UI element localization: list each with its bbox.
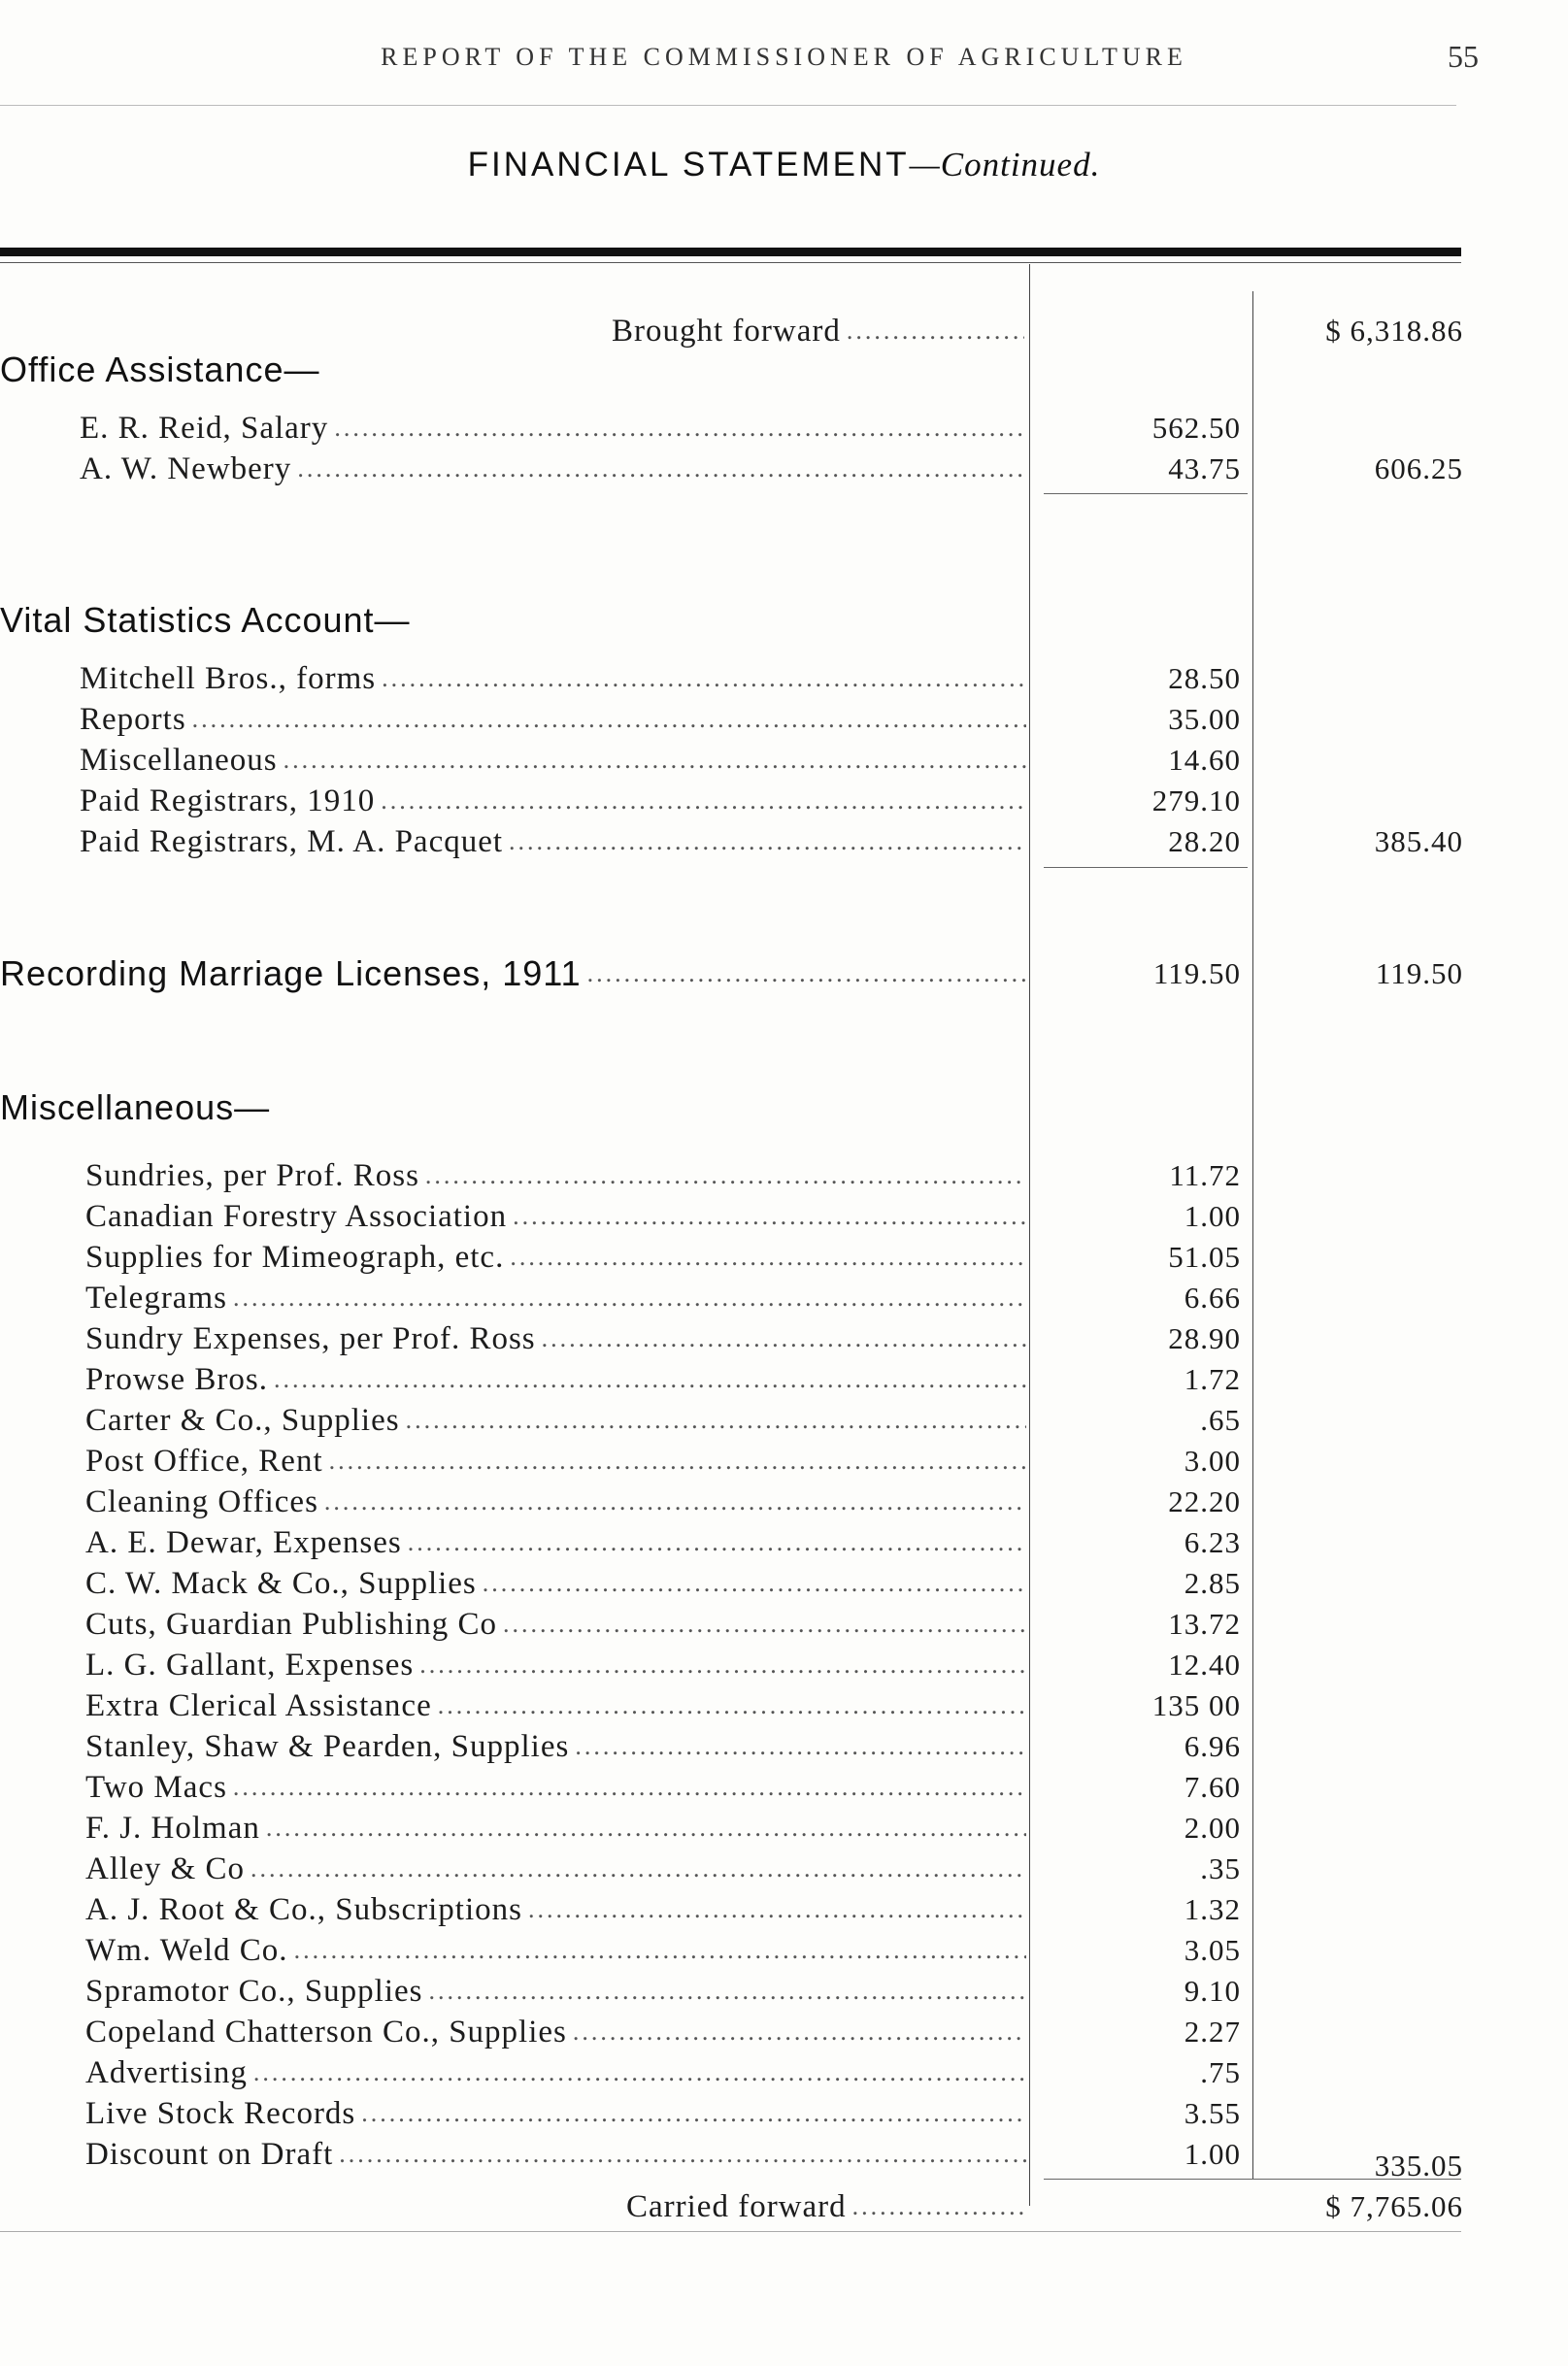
misc-row-9-label: Cleaning Offices ..... bbox=[85, 1482, 1026, 1522]
misc-row-21 bbox=[0, 1971, 1471, 2012]
misc-row-21-amount: 9.10 bbox=[1184, 1974, 1241, 2008]
misc-row-23-label: Advertising ..... bbox=[85, 2052, 1026, 2093]
misc-row-12-label: Cuts, Guardian Publishing Co ..... bbox=[85, 1604, 1026, 1645]
misc-row-13 bbox=[0, 1645, 1471, 1685]
misc-row-19-amount: 1.32 bbox=[1184, 1892, 1241, 1926]
misc-row-14-label: Extra Clerical Assistance ..... bbox=[85, 1685, 1026, 1726]
office-row-2-amount: 43.75 bbox=[1168, 451, 1241, 485]
vital-row-5 bbox=[0, 821, 1471, 862]
misc-row-11 bbox=[0, 1563, 1471, 1604]
misc-row-15-label: Stanley, Shaw & Pearden, Supplies ..... bbox=[85, 1726, 1026, 1767]
title-text: FINANCIAL STATEMENT bbox=[467, 146, 910, 183]
misc-row-10-label: A. E. Dewar, Expenses ..... bbox=[85, 1522, 1026, 1563]
vital-row-3 bbox=[0, 740, 1471, 781]
page-title bbox=[0, 146, 1568, 184]
misc-row-24-label: Live Stock Records ..... bbox=[85, 2093, 1026, 2134]
misc-row-6 bbox=[0, 1359, 1471, 1400]
misc-row-25-label: Discount on Draft ..... bbox=[85, 2134, 1026, 2175]
misc-row-18-label: Alley & Co ..... bbox=[85, 1849, 1026, 1889]
misc-row-22-label: Copeland Chatterson Co., Supplies ..... bbox=[85, 2012, 1026, 2052]
misc-row-16-amount: 7.60 bbox=[1184, 1770, 1241, 1804]
misc-row-5-amount: 28.90 bbox=[1168, 1321, 1241, 1355]
misc-row-2-amount: 1.00 bbox=[1184, 1199, 1241, 1233]
vital-subtotal-rule bbox=[1044, 867, 1248, 868]
misc-row-8-amount: 3.00 bbox=[1184, 1444, 1241, 1478]
misc-row-16 bbox=[0, 1767, 1471, 1808]
misc-row-7-label: Carter & Co., Supplies ..... bbox=[85, 1400, 1026, 1441]
misc-row-13-label: L. G. Gallant, Expenses ..... bbox=[85, 1645, 1026, 1685]
misc-row-8-label: Post Office, Rent ..... bbox=[85, 1441, 1026, 1482]
marriage-row bbox=[0, 953, 1471, 994]
misc-row-2 bbox=[0, 1196, 1471, 1237]
misc-row-8 bbox=[0, 1441, 1471, 1482]
misc-row-7 bbox=[0, 1400, 1471, 1441]
office-heading: Office Assistance— bbox=[0, 350, 320, 389]
vital-row-4 bbox=[0, 781, 1471, 821]
running-head: REPORT OF THE COMMISSIONER OF AGRICULTURE bbox=[381, 43, 1187, 71]
misc-row-2-label: Canadian Forestry Association ..... bbox=[85, 1196, 1026, 1237]
office-subtotal-rule bbox=[1044, 493, 1248, 494]
misc-row-1 bbox=[0, 1155, 1471, 1196]
vital-heading: Vital Statistics Account— bbox=[0, 600, 411, 640]
page-number: 55 bbox=[1448, 39, 1479, 74]
misc-row-21-label: Spramotor Co., Supplies ..... bbox=[85, 1971, 1026, 2012]
misc-row-1-label: Sundries, per Prof. Ross ..... bbox=[85, 1155, 1026, 1196]
misc-row-22 bbox=[0, 2012, 1471, 2052]
misc-row-23 bbox=[0, 2052, 1471, 2093]
vital-row-1-amount: 28.50 bbox=[1168, 661, 1241, 695]
misc-row-3-label: Supplies for Mimeograph, etc. ..... bbox=[85, 1237, 1026, 1278]
thick-rule bbox=[0, 248, 1461, 256]
vital-row-2-amount: 35.00 bbox=[1168, 702, 1241, 736]
misc-row-10 bbox=[0, 1522, 1471, 1563]
misc-row-24-amount: 3.55 bbox=[1184, 2096, 1241, 2130]
misc-row-13-amount: 12.40 bbox=[1168, 1648, 1241, 1682]
misc-row-15 bbox=[0, 1726, 1471, 1767]
misc-row-20-label: Wm. Weld Co. ..... bbox=[85, 1930, 1026, 1971]
misc-row-4-amount: 6.66 bbox=[1184, 1281, 1241, 1315]
carried-forward-total: $ 7,765.06 bbox=[1325, 2189, 1463, 2223]
misc-row-18-amount: .35 bbox=[1200, 1851, 1241, 1885]
misc-row-5-label: Sundry Expenses, per Prof. Ross ..... bbox=[85, 1318, 1026, 1359]
misc-row-15-amount: 6.96 bbox=[1184, 1729, 1241, 1763]
misc-row-1-amount: 11.72 bbox=[1169, 1158, 1241, 1192]
office-row-1 bbox=[0, 408, 1471, 449]
misc-row-16-label: Two Macs ..... bbox=[85, 1767, 1026, 1808]
footer-rule bbox=[0, 2231, 1461, 2232]
misc-row-19-label: A. J. Root & Co., Subscriptions ..... bbox=[85, 1889, 1026, 1930]
office-row-2-label: A. W. Newbery ..... bbox=[80, 449, 1026, 489]
carried-forward-row bbox=[0, 2186, 1471, 2227]
vital-total: 385.40 bbox=[1374, 824, 1463, 858]
thin-rule bbox=[0, 262, 1461, 263]
misc-row-22-amount: 2.27 bbox=[1184, 2015, 1241, 2049]
misc-row-12 bbox=[0, 1604, 1471, 1645]
misc-row-10-amount: 6.23 bbox=[1184, 1525, 1241, 1559]
misc-row-4 bbox=[0, 1278, 1471, 1318]
misc-row-25 bbox=[0, 2134, 1471, 2183]
misc-row-14 bbox=[0, 1685, 1471, 1726]
misc-row-14-amount: 135 00 bbox=[1151, 1688, 1241, 1722]
misc-row-17 bbox=[0, 1808, 1471, 1849]
marriage-label: Recording Marriage Licenses, 1911 ..... bbox=[0, 953, 1026, 994]
misc-row-6-label: Prowse Bros. ..... bbox=[85, 1359, 1026, 1400]
misc-row-24 bbox=[0, 2093, 1471, 2134]
misc-row-25-amount: 1.00 bbox=[1184, 2137, 1241, 2171]
vital-row-5-label: Paid Registrars, M. A. Pacquet ..... bbox=[80, 821, 1026, 862]
misc-row-3-amount: 51.05 bbox=[1168, 1240, 1241, 1274]
office-total: 606.25 bbox=[1374, 451, 1463, 485]
brought-forward-label: Brought forward ..... bbox=[612, 311, 1024, 351]
misc-row-18 bbox=[0, 1849, 1471, 1889]
carried-forward-label: Carried forward ..... bbox=[626, 2186, 1024, 2227]
vital-row-2 bbox=[0, 699, 1471, 740]
misc-row-20 bbox=[0, 1930, 1471, 1971]
misc-row-9-amount: 22.20 bbox=[1168, 1484, 1241, 1518]
misc-row-6-amount: 1.72 bbox=[1184, 1362, 1241, 1396]
header-rule bbox=[0, 105, 1456, 106]
misc-total: 335.05 bbox=[1374, 2149, 1463, 2183]
vital-row-4-amount: 279.10 bbox=[1151, 783, 1241, 817]
misc-row-12-amount: 13.72 bbox=[1168, 1607, 1241, 1641]
vital-row-1 bbox=[0, 658, 1471, 699]
vital-row-3-label: Miscellaneous ..... bbox=[80, 740, 1026, 781]
misc-row-4-label: Telegrams ..... bbox=[85, 1278, 1026, 1318]
misc-row-20-amount: 3.05 bbox=[1184, 1933, 1241, 1967]
office-row-1-label: E. R. Reid, Salary ..... bbox=[80, 408, 1026, 449]
misc-row-19 bbox=[0, 1889, 1471, 1930]
misc-row-3 bbox=[0, 1237, 1471, 1278]
misc-heading: Miscellaneous— bbox=[0, 1087, 271, 1127]
misc-row-11-amount: 2.85 bbox=[1184, 1566, 1241, 1600]
misc-row-9 bbox=[0, 1482, 1471, 1522]
misc-row-23-amount: .75 bbox=[1200, 2055, 1241, 2089]
title-continued: —Continued. bbox=[909, 146, 1101, 183]
misc-row-5 bbox=[0, 1318, 1471, 1359]
misc-row-7-amount: .65 bbox=[1200, 1403, 1241, 1437]
misc-subtotal-rule bbox=[1044, 2179, 1461, 2180]
marriage-total: 119.50 bbox=[1375, 956, 1463, 990]
vital-row-2-label: Reports ..... bbox=[80, 699, 1026, 740]
brought-forward-total: $ 6,318.86 bbox=[1325, 314, 1463, 348]
office-row-2 bbox=[0, 449, 1471, 489]
office-row-1-amount: 562.50 bbox=[1151, 411, 1241, 445]
vital-row-1-label: Mitchell Bros., forms ..... bbox=[80, 658, 1026, 699]
misc-row-17-amount: 2.00 bbox=[1184, 1811, 1241, 1845]
marriage-amount: 119.50 bbox=[1152, 956, 1241, 990]
vital-row-4-label: Paid Registrars, 1910 ..... bbox=[80, 781, 1026, 821]
vital-row-3-amount: 14.60 bbox=[1168, 743, 1241, 777]
misc-row-17-label: F. J. Holman ..... bbox=[85, 1808, 1026, 1849]
misc-row-11-label: C. W. Mack & Co., Supplies ..... bbox=[85, 1563, 1026, 1604]
brought-forward-row bbox=[0, 311, 1471, 351]
vital-row-5-amount: 28.20 bbox=[1168, 824, 1241, 858]
